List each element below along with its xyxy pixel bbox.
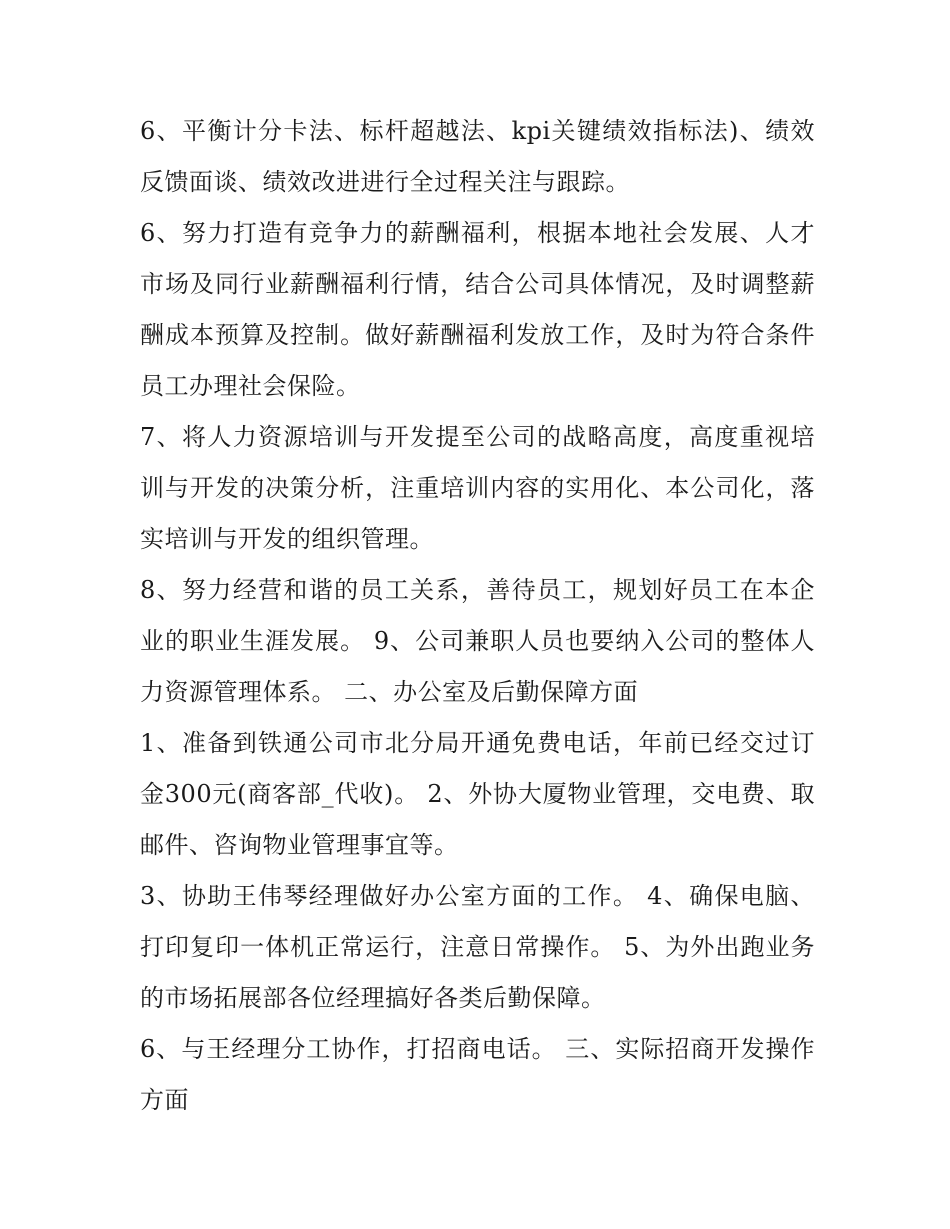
paragraph-performance: 6、平衡计分卡法、标杆超越法、kpi关键绩效指标法)、绩效反馈面谈、绩效改进进行全过程关注与跟踪。 bbox=[140, 117, 815, 196]
paragraph-office-support: 3、协助王伟琴经理做好办公室方面的工作。 4、确保电脑、打印复印一体机正常运行，注意日常操作。 5、为外出跑业务的市场拓展部各位经理搞好各类后勤保障。 bbox=[140, 882, 815, 1012]
paragraph-telephone: 1、准备到铁通公司市北分局开通免费电话，年前已经交过订金300元(商客部_代收)。 2、外协大厦物业管理，交电费、取邮件、咨询物业管理事宜等。 bbox=[140, 729, 815, 859]
paragraph-employee-relations: 8、努力经营和谐的员工关系，善待员工，规划好员工在本企业的职业生涯发展。 9、公司兼职人员也要纳入公司的整体人力资源管理体系。 二、办公室及后勤保障方面 bbox=[140, 576, 815, 706]
paragraph-training: 7、将人力资源培训与开发提至公司的战略高度，高度重视培训与开发的决策分析，注重培训内容的实用化、本公司化，落实培训与开发的组织管理。 bbox=[140, 423, 815, 553]
document-body bbox=[140, 106, 815, 1126]
paragraph-compensation: 6、努力打造有竞争力的薪酬福利，根据本地社会发展、人才市场及同行业薪酬福利行情，结合公司具体情况，及时调整薪酬成本预算及控制。做好薪酬福利发放工作，及时为符合条件员工办理社会保险。 bbox=[140, 219, 815, 400]
paragraph-investment: 6、与王经理分工协作，打招商电话。 三、实际招商开发操作方面 bbox=[140, 1035, 815, 1114]
